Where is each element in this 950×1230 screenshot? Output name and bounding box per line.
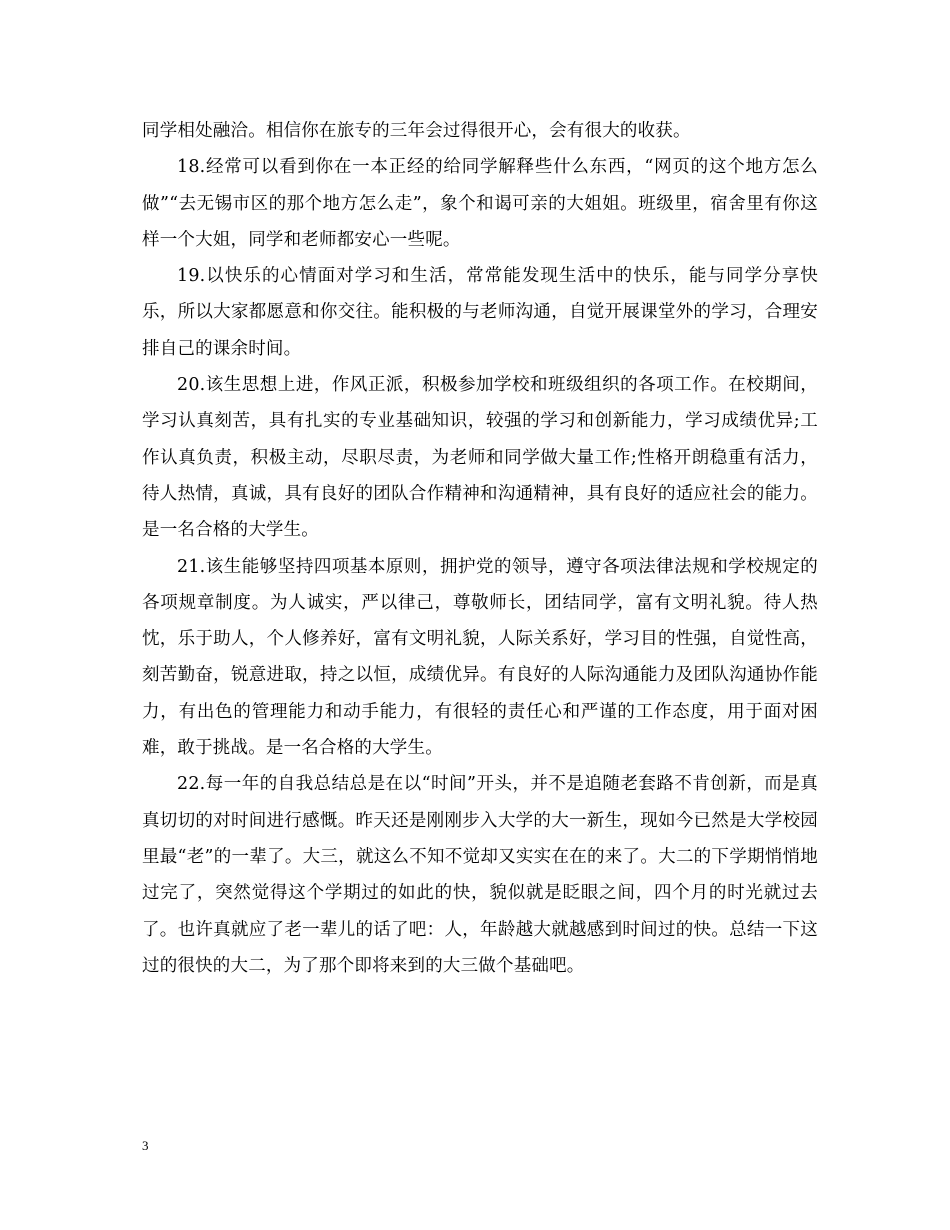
page-number: 3 xyxy=(142,1138,149,1153)
document-body xyxy=(142,113,818,984)
paragraph-continuation: 同学相处融洽。相信你在旅专的三年会过得很开心，会有很大的收获。 xyxy=(142,121,691,141)
paragraph-18: 18.经常可以看到你在一本正经的给同学解释些什么东西，“网页的这个地方怎么做”“去无锡市区的那个地方怎么走”，象个和谒可亲的大姐姐。班级里，宿舍里有你这样一个大姐，同学和老师都安心一些呢。 xyxy=(142,157,818,250)
paragraph-19: 19.以快乐的心情面对学习和生活，常常能发现生活中的快乐，能与同学分享快乐，所以大家都愿意和你交往。能积极的与老师沟通，自觉开展课堂外的学习，合理安排自己的课余时间。 xyxy=(142,266,818,359)
paragraph-20: 20.该生思想上进，作风正派，积极参加学校和班级组织的各项工作。在校期间，学习认真刻苦，具有扎实的专业基础知识，较强的学习和创新能力，学习成绩优异;工作认真负责，积极主动，尽职尽责，为老师和同学做大量工作;性格开朗稳重有活力，待人热情，真诚，具有良好的团队合作精神和沟通精神，具有良好的适应社会的能力。是一名合格的大学生。 xyxy=(142,375,818,541)
paragraph-22: 22.每一年的自我总结总是在以“时间”开头，并不是追随老套路不肯创新，而是真真切切的对时间进行感慨。昨天还是刚刚步入大学的大一新生，现如今已然是大学校园里最“老”的一辈了。大三，就这么不知不觉却又实实在在的来了。大二的下学期悄悄地过完了，突然觉得这个学期过的如此的快，貌似就是眨眼之间，四个月的时光就过去了。也许真就应了老一辈儿的话了吧：人，年龄越大就越感到时间过的快。总结一下这过的很快的大二，为了那个即将来到的大三做个基础吧。 xyxy=(142,774,818,976)
paragraph-21: 21.该生能够坚持四项基本原则，拥护党的领导，遵守各项法律法规和学校规定的各项规章制度。为人诚实，严以律己，尊敬师长，团结同学，富有文明礼貌。待人热忱，乐于助人，个人修养好，富有文明礼貌，人际关系好，学习目的性强，自觉性高，刻苦勤奋，锐意进取，持之以恒，成绩优异。有良好的人际沟通能力及团队沟通协作能力，有出色的管理能力和动手能力，有很轻的责任心和严谨的工作态度，用于面对困难，敢于挑战。是一名合格的大学生。 xyxy=(142,556,818,759)
